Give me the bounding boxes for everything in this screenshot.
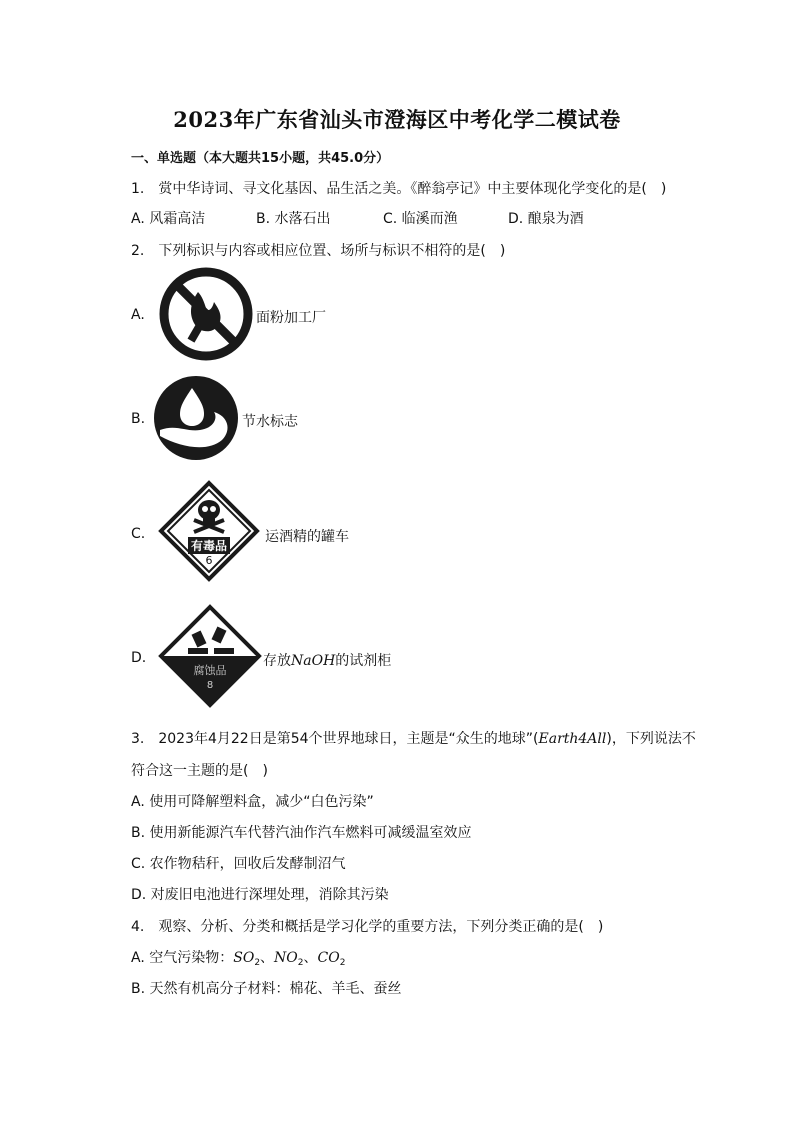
separator: 、	[260, 950, 275, 966]
so2-subscript: 2	[254, 958, 261, 968]
question-1-option-a: A. 风霜高洁	[131, 211, 206, 227]
question-3-option-b: B. 使用新能源汽车代替汽油作汽车燃料可减缓温室效应	[131, 825, 472, 841]
toxic-sign-text: 有毒品	[188, 537, 230, 554]
q3-stem-pre: 3. 2023年4月22日是第54个世界地球日，主题是“众生的地球”(	[131, 731, 539, 747]
question-4-stem: 4. 观察、分析、分类和概括是学习化学的重要方法，下列分类正确的是( )	[131, 919, 604, 935]
no2-subscript: 2	[297, 958, 304, 968]
question-2-stem: 2. 下列标识与内容或相应位置、场所与标识不相符的是( )	[131, 243, 506, 259]
corrosive-sign-text: 腐蚀品	[193, 664, 227, 677]
question-3-option-c: C. 农作物秸秆，回收后发酵制沼气	[131, 856, 346, 872]
water-saving-icon	[152, 374, 240, 462]
toxic-sign-number: 6	[205, 554, 213, 567]
q3-stem-post: )，下列说法不	[606, 731, 696, 747]
option-d-text-pre: 存放	[263, 653, 291, 669]
question-2-option-b-text: 节水标志	[242, 414, 298, 430]
section-heading: 一、单选题（本大题共15小题，共45.0分）	[131, 151, 390, 166]
question-1-option-c: C. 临溪而渔	[383, 211, 458, 227]
corrosive-substance-icon	[158, 604, 262, 708]
no2-formula: NO	[274, 950, 298, 966]
question-2-option-d-text	[263, 650, 391, 670]
corrosive-sign-number: 8	[206, 680, 214, 691]
question-1-option-b: B. 水落石出	[256, 211, 331, 227]
earth4all-text: Earth4All	[538, 731, 607, 747]
option-d-text-post: 的试剂柜	[335, 653, 392, 669]
question-4-option-b: B. 天然有机高分子材料：棉花、羊毛、蚕丝	[131, 981, 402, 997]
question-4-option-a	[131, 947, 345, 968]
co2-formula: CO	[317, 950, 340, 966]
question-2-option-c-letter: C.	[131, 526, 146, 542]
question-1-stem: 1. 赏中华诗词、寻文化基因、品生活之美。《醉翁亭记》中主要体现化学变化的是( )	[131, 181, 667, 197]
question-2-option-c-text: 运酒精的罐车	[265, 529, 349, 545]
naoh-formula: NaOH	[291, 653, 336, 669]
question-3-option-d: D. 对废旧电池进行深埋处理，消除其污染	[131, 887, 389, 903]
so2-formula: SO	[233, 950, 255, 966]
separator: 、	[303, 950, 318, 966]
question-3-stem-line2: 符合这一主题的是( )	[131, 763, 268, 779]
co2-subscript: 2	[339, 958, 346, 968]
toxic-substance-icon	[158, 480, 260, 582]
question-3-stem-line1	[131, 728, 696, 748]
question-1-option-d: D. 酿泉为酒	[508, 211, 584, 227]
no-fire-sign-icon	[158, 266, 254, 362]
question-2-option-b-letter: B.	[131, 411, 146, 427]
question-2-option-d-letter: D.	[131, 650, 147, 666]
question-3-option-a: A. 使用可降解塑料盒，减少“白色污染”	[131, 794, 374, 810]
question-2-option-a-text: 面粉加工厂	[256, 310, 326, 326]
page-title: 2023年广东省汕头市澄海区中考化学二模试卷	[173, 107, 621, 132]
question-2-option-a-letter: A.	[131, 307, 145, 323]
q4-option-a-label: A. 空气污染物：	[131, 950, 234, 966]
